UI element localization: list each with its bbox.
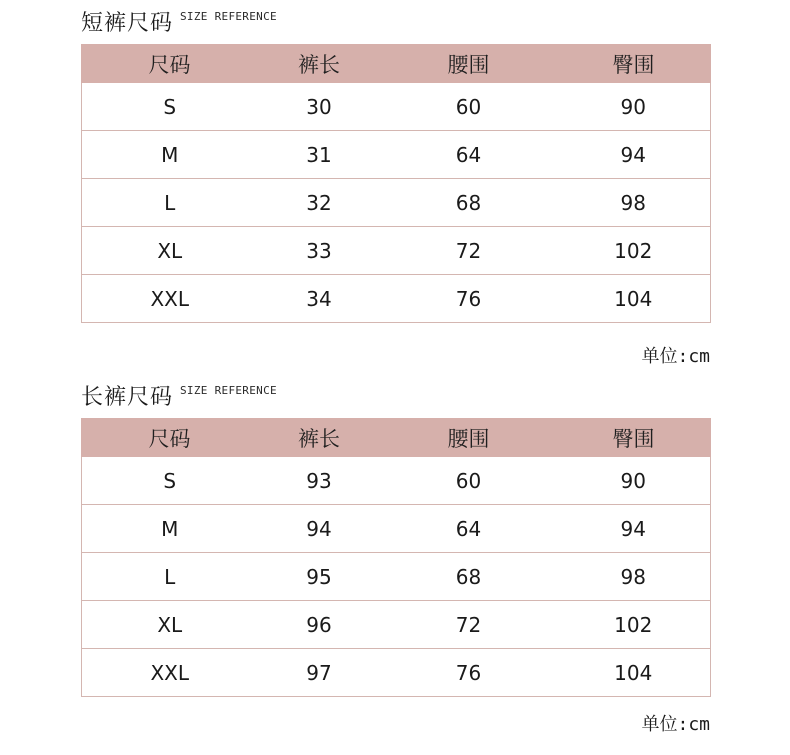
- cell-hip: 102: [557, 227, 711, 275]
- shorts-section-title: 短裤尺码: [81, 11, 174, 36]
- pants-size-section: [81, 374, 710, 735]
- cell-length: 96: [258, 601, 381, 649]
- cell-waist: 76: [381, 649, 557, 697]
- cell-length: 31: [258, 131, 381, 179]
- shorts-unit-note: 单位:cm: [641, 346, 710, 367]
- cell-length: 33: [258, 227, 381, 275]
- cell-waist: 60: [381, 457, 557, 505]
- cell-size: XXL: [82, 649, 258, 697]
- cell-hip: 104: [557, 649, 711, 697]
- header-length: 裤长: [258, 44, 381, 83]
- header-waist: 腰围: [381, 418, 557, 457]
- header-length: 裤长: [258, 418, 381, 457]
- table-row: [82, 83, 711, 131]
- table-row: [82, 227, 711, 275]
- cell-size: XL: [82, 227, 258, 275]
- cell-hip: 94: [557, 505, 711, 553]
- cell-size: S: [82, 83, 258, 131]
- table-header-row: [82, 418, 711, 457]
- cell-waist: 64: [381, 131, 557, 179]
- cell-waist: 60: [381, 83, 557, 131]
- cell-waist: 72: [381, 601, 557, 649]
- pants-unit-note: 单位:cm: [641, 714, 710, 735]
- pants-title-row: [81, 374, 710, 418]
- cell-size: M: [82, 505, 258, 553]
- cell-waist: 76: [381, 275, 557, 323]
- header-size: 尺码: [82, 418, 258, 457]
- cell-hip: 94: [557, 131, 711, 179]
- cell-length: 32: [258, 179, 381, 227]
- cell-hip: 90: [557, 457, 711, 505]
- cell-size: M: [82, 131, 258, 179]
- cell-hip: 102: [557, 601, 711, 649]
- cell-waist: 72: [381, 227, 557, 275]
- cell-hip: 90: [557, 83, 711, 131]
- cell-size: XL: [82, 601, 258, 649]
- cell-size: S: [82, 457, 258, 505]
- cell-length: 97: [258, 649, 381, 697]
- table-row: [82, 601, 711, 649]
- header-hip: 臀围: [557, 418, 711, 457]
- cell-size: L: [82, 553, 258, 601]
- table-row: [82, 649, 711, 697]
- cell-length: 93: [258, 457, 381, 505]
- cell-waist: 68: [381, 553, 557, 601]
- table-row: [82, 275, 711, 323]
- table-row: [82, 505, 711, 553]
- table-row: [82, 131, 711, 179]
- pants-section-title: 长裤尺码: [81, 385, 174, 410]
- cell-length: 95: [258, 553, 381, 601]
- cell-size: XXL: [82, 275, 258, 323]
- table-row: [82, 457, 711, 505]
- header-size: 尺码: [82, 44, 258, 83]
- cell-size: L: [82, 179, 258, 227]
- header-waist: 腰围: [381, 44, 557, 83]
- cell-length: 94: [258, 505, 381, 553]
- cell-waist: 64: [381, 505, 557, 553]
- cell-length: 34: [258, 275, 381, 323]
- cell-hip: 98: [557, 553, 711, 601]
- cell-hip: 104: [557, 275, 711, 323]
- table-row: [82, 179, 711, 227]
- pants-size-table: [81, 418, 711, 697]
- cell-waist: 68: [381, 179, 557, 227]
- shorts-size-section: [81, 0, 710, 367]
- cell-hip: 98: [557, 179, 711, 227]
- pants-section-subtitle: SIZE REFERENCE: [180, 384, 277, 397]
- shorts-section-subtitle: SIZE REFERENCE: [180, 10, 277, 23]
- header-hip: 臀围: [557, 44, 711, 83]
- shorts-title-row: [81, 0, 710, 44]
- table-header-row: [82, 44, 711, 83]
- cell-length: 30: [258, 83, 381, 131]
- table-row: [82, 553, 711, 601]
- shorts-size-table: [81, 44, 711, 323]
